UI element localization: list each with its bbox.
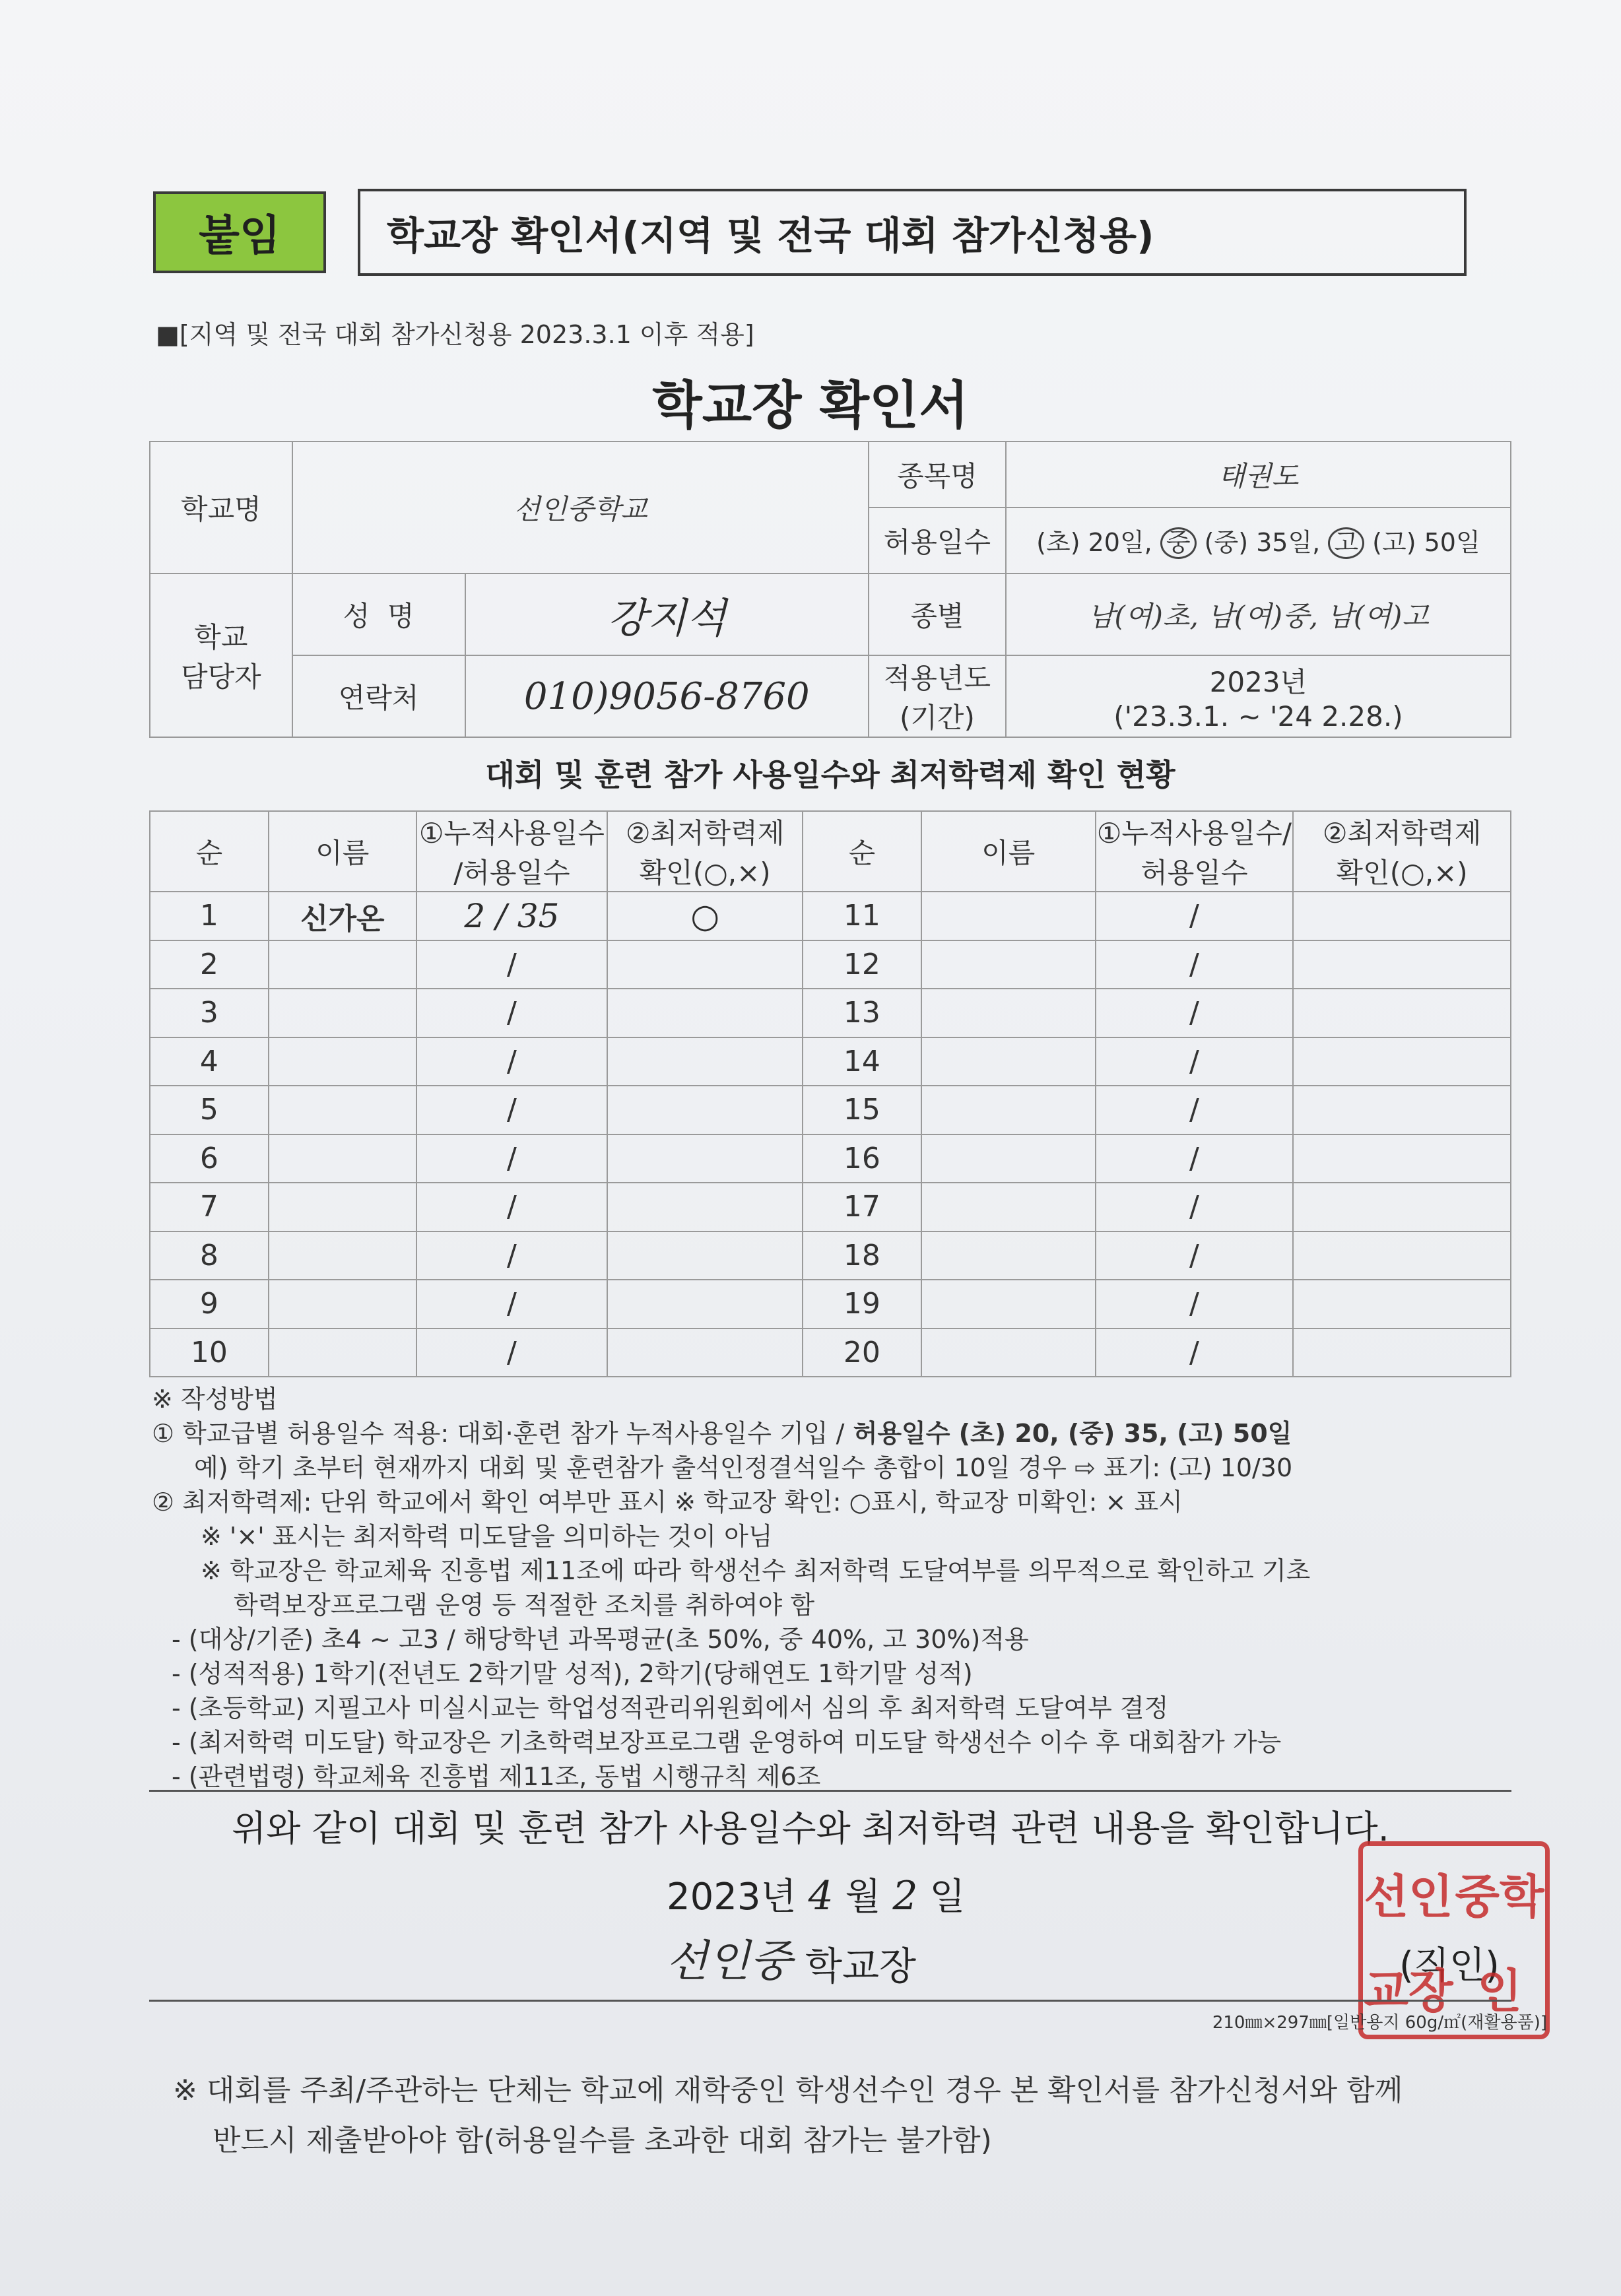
row-name-right <box>921 1086 1096 1134</box>
page-title: 학교장 확인서 <box>652 376 969 436</box>
row-days-right: / <box>1096 1280 1294 1328</box>
instruction-2-note-b1: ※ 학교장은 학교체육 진흥법 제11조에 따라 학생선수 최저학력 도달여부를 의무적으로 확인하고 기초 <box>201 1556 1311 1585</box>
row-check <box>607 1231 803 1280</box>
table-row <box>150 1328 1511 1377</box>
divider <box>149 2000 1511 2002</box>
col-header-min <box>607 811 803 892</box>
col-header-days-right-line1: ①누적사용일수/ <box>1096 817 1292 849</box>
col-header-name: 이름 <box>269 811 416 892</box>
row-check-right <box>1293 989 1511 1037</box>
table-row <box>150 989 1511 1037</box>
row-days-right: / <box>1096 1086 1294 1134</box>
row-name-right <box>921 940 1096 989</box>
table-row <box>150 1037 1511 1086</box>
col-header-days-right-line2: 허용일수 <box>1141 857 1248 889</box>
col-header-no: 순 <box>150 811 269 892</box>
date-month: 4 <box>808 1873 834 1919</box>
detail-not-reached: - (최저학력 미도달) 학교장은 기초학력보장프로그램 운영하여 미도달 학생선수 이수 후 대회참가 가능 <box>172 1728 1282 1757</box>
confirmation-statement: 위와 같이 대회 및 훈련 참가 사용일수와 최저학력 관련 내용을 확인합니다. <box>232 1808 1389 1849</box>
row-number-right: 12 <box>803 940 921 989</box>
circled-middle-mark-text: 중 <box>1166 528 1191 558</box>
row-check-right <box>1293 940 1511 989</box>
row-check: ○ <box>607 892 803 940</box>
school-info-table <box>149 441 1511 738</box>
usage-header-row <box>150 811 1511 892</box>
allowed-days-label: 허용일수 <box>869 508 1006 574</box>
date-day: 2 <box>892 1873 918 1919</box>
row-number: 6 <box>150 1134 269 1183</box>
person-name-value: 강지석 <box>465 574 869 655</box>
row-check <box>607 1280 803 1328</box>
row-number-right: 11 <box>803 892 921 940</box>
document-heading: 학교장 확인서(지역 및 전국 대회 참가신청용) <box>358 189 1467 276</box>
row-days-right: / <box>1096 1037 1294 1086</box>
row-name <box>269 1280 416 1328</box>
gender-label: 종별 <box>869 574 1006 655</box>
circled-high-mark <box>1328 527 1364 559</box>
paper-spec: 210㎜×297㎜[일반용지 60g/㎡(재활용품)] <box>1212 2013 1547 2033</box>
instruction-1-allowed-days: 허용일수 (초) 20, (중) 35, (고) 50일 <box>844 1419 1292 1448</box>
row-check-right <box>1293 1183 1511 1231</box>
row-number-right: 15 <box>803 1086 921 1134</box>
row-name-right <box>921 1328 1096 1377</box>
row-days-right: / <box>1096 1231 1294 1280</box>
row-name <box>269 1134 416 1183</box>
col-header-days-right <box>1096 811 1294 892</box>
row-check <box>607 1086 803 1134</box>
row-number: 3 <box>150 989 269 1037</box>
table-row <box>150 1183 1511 1231</box>
row-name-right <box>921 1134 1096 1183</box>
col-header-days <box>416 811 608 892</box>
row-name <box>269 989 416 1037</box>
submission-note <box>173 2066 1519 2166</box>
person-name-label: 성 명 <box>292 574 465 655</box>
detail-elementary: - (초등학교) 지필고사 미실시교는 학업성적관리위원회에서 심의 후 최저학력 도달여부 결정 <box>172 1693 1169 1722</box>
attachment-badge: 붙임 <box>153 191 326 273</box>
row-number: 10 <box>150 1328 269 1377</box>
row-check <box>607 1183 803 1231</box>
date-month-label: 월 <box>845 1876 881 1919</box>
instructions-heading: ※ 작성방법 <box>152 1385 278 1414</box>
row-number: 9 <box>150 1280 269 1328</box>
row-check <box>607 1134 803 1183</box>
row-days-right: / <box>1096 1328 1294 1377</box>
signature-date <box>667 1868 965 1920</box>
row-check-right <box>1293 1231 1511 1280</box>
allowed-days-middle: (중) 35일, <box>1204 528 1321 558</box>
row-name-right <box>921 892 1096 940</box>
col-header-days-line2: /허용일수 <box>453 857 570 889</box>
row-number-right: 14 <box>803 1037 921 1086</box>
date-day-label: 일 <box>929 1876 966 1919</box>
seal-char: 중학 <box>1455 1869 1544 1924</box>
table-row <box>150 1086 1511 1134</box>
row-name-right <box>921 989 1096 1037</box>
divider <box>149 1790 1511 1792</box>
row-days: / <box>416 940 608 989</box>
row-days-right: / <box>1096 989 1294 1037</box>
period-year: 2023년 <box>1209 665 1307 698</box>
usage-table <box>149 810 1511 1377</box>
applicability-note: ■[지역 및 전국 대회 참가신청용 2023.3.1 이후 적용] <box>156 320 754 349</box>
row-number: 1 <box>150 892 269 940</box>
row-number: 7 <box>150 1183 269 1231</box>
table-row <box>150 1134 1511 1183</box>
row-name <box>269 940 416 989</box>
seal-char: 인 <box>1477 1963 1522 2018</box>
row-name <box>269 1328 416 1377</box>
row-check-right <box>1293 1086 1511 1134</box>
row-name-right <box>921 1037 1096 1086</box>
sport-label: 종목명 <box>869 442 1006 508</box>
col-header-days-line1: ①누적사용일수 <box>418 817 605 849</box>
row-name <box>269 1231 416 1280</box>
instruction-2-note-a: ※ '×' 표시는 최저학력 미도달을 의미하는 것이 아님 <box>201 1522 773 1551</box>
allowed-days-elementary: (초) 20일, <box>1036 528 1152 558</box>
row-check <box>607 989 803 1037</box>
row-days: / <box>416 1037 608 1086</box>
contact-person-label-line1: 학교 <box>194 621 248 653</box>
row-name <box>269 1037 416 1086</box>
sport-value: 태권도 <box>1006 442 1511 508</box>
circled-high-mark-text: 고 <box>1334 528 1359 558</box>
contact-person-label <box>150 574 292 737</box>
table-row <box>150 892 1511 940</box>
seal-char: 교장 <box>1364 1963 1453 2018</box>
row-name-right <box>921 1231 1096 1280</box>
row-days: / <box>416 1328 608 1377</box>
col-header-min-line2: 확인(○,×) <box>639 857 771 889</box>
row-number: 5 <box>150 1086 269 1134</box>
period-label-line1: 적용년도 <box>883 662 991 694</box>
school-name-value: 선인중학교 <box>292 442 869 574</box>
row-days: / <box>416 989 608 1037</box>
date-year: 2023년 <box>667 1876 797 1919</box>
row-check <box>607 1037 803 1086</box>
row-name <box>269 1183 416 1231</box>
submission-note-line2: 반드시 제출받아야 함(허용일수를 초과한 대회 참가는 불가함) <box>213 2124 992 2157</box>
row-number-right: 19 <box>803 1280 921 1328</box>
row-check-right <box>1293 1037 1511 1086</box>
instruction-1-text: ① 학교급별 허용일수 적용: 대회·훈련 참가 누적사용일수 기입 / <box>152 1419 845 1448</box>
row-days: / <box>416 1231 608 1280</box>
instruction-2-note-b2: 학력보장프로그램 운영 등 적절한 조치를 취하여야 함 <box>234 1591 815 1620</box>
instruction-2: ② 최저학력제: 단위 학교에서 확인 여부만 표시 ※ 학교장 확인: ○표시, 학교장 미확인: × 표시 <box>152 1488 1183 1517</box>
row-name-right <box>921 1280 1096 1328</box>
period-range: ('23.3.1. ~ '24 2.28.) <box>1113 700 1403 733</box>
row-check-right <box>1293 1328 1511 1377</box>
row-number: 4 <box>150 1037 269 1086</box>
col-header-no-right: 순 <box>803 811 921 892</box>
row-days: / <box>416 1134 608 1183</box>
row-days-right: / <box>1096 1183 1294 1231</box>
instruction-1 <box>152 1416 1525 1451</box>
allowed-days-high: (고) 50일 <box>1372 528 1480 558</box>
row-number: 8 <box>150 1231 269 1280</box>
row-name-right <box>921 1183 1096 1231</box>
allowed-days-value <box>1006 508 1511 574</box>
table-row <box>150 940 1511 989</box>
period-value <box>1006 655 1511 737</box>
row-days-right: / <box>1096 940 1294 989</box>
submission-note-line1: ※ 대회를 주최/주관하는 단체는 학교에 재학중인 학생선수인 경우 본 확인서를 참가신청서와 함께 <box>173 2074 1403 2107</box>
row-days: / <box>416 1183 608 1231</box>
row-number-right: 18 <box>803 1231 921 1280</box>
row-check <box>607 1328 803 1377</box>
row-number-right: 17 <box>803 1183 921 1231</box>
seal-label: (직인) <box>1399 1944 1500 1987</box>
detail-grades: - (성적적용) 1학기(전년도 2학기말 성적), 2학기(당해연도 1학기말 성적) <box>172 1659 973 1688</box>
col-header-min-right-line2: 확인(○,×) <box>1336 857 1468 889</box>
row-name <box>269 1086 416 1134</box>
row-days-right: / <box>1096 892 1294 940</box>
row-number-right: 16 <box>803 1134 921 1183</box>
instruction-1-example: 예) 학기 초부터 현재까지 대회 및 훈련참가 출석인정결석일수 총합이 10일 경우 ⇨ 표기: (고) 10/30 <box>194 1453 1293 1482</box>
period-label-line2: (기간) <box>899 702 975 734</box>
row-number-right: 13 <box>803 989 921 1037</box>
seal-char: 선인 <box>1364 1869 1453 1924</box>
detail-law: - (관련법령) 학교체육 진흥법 제11조, 동법 시행규칙 제6조 <box>172 1762 821 1791</box>
row-check <box>607 940 803 989</box>
phone-label: 연락처 <box>292 655 465 737</box>
row-check-right <box>1293 892 1511 940</box>
col-header-min-right-line1: ②최저학력제 <box>1322 817 1482 849</box>
gender-value: 남(여)초, 남(여)중, 남(여)고 <box>1006 574 1511 655</box>
principal-title: 학교장 <box>805 1944 917 1988</box>
col-header-min-line1: ②최저학력제 <box>625 817 785 849</box>
instructions <box>152 1382 1525 1794</box>
school-name-label: 학교명 <box>150 442 292 574</box>
school-signature: 선인중 <box>665 1936 792 1986</box>
row-days: / <box>416 1280 608 1328</box>
table-row <box>150 1280 1511 1328</box>
row-number: 2 <box>150 940 269 989</box>
col-header-min-right <box>1293 811 1511 892</box>
table-row <box>150 1231 1511 1280</box>
contact-person-label-line2: 담당자 <box>181 661 261 693</box>
circled-middle-mark <box>1160 527 1197 559</box>
usage-section-title: 대회 및 훈련 참가 사용일수와 최저학력제 확인 현황 <box>485 757 1175 793</box>
row-number-right: 20 <box>803 1328 921 1377</box>
row-days-right: / <box>1096 1134 1294 1183</box>
row-days: / <box>416 1086 608 1134</box>
phone-value: 010)9056-8760 <box>465 655 869 737</box>
row-check-right <box>1293 1280 1511 1328</box>
period-label <box>869 655 1006 737</box>
row-name: 신가온 <box>269 892 416 940</box>
col-header-name-right: 이름 <box>921 811 1096 892</box>
detail-target: - (대상/기준) 초4 ~ 고3 / 해당학년 과목평균(초 50%, 중 40%, 고 30%)적용 <box>172 1625 1029 1654</box>
row-check-right <box>1293 1134 1511 1183</box>
row-days: 2 / 35 <box>416 892 608 940</box>
